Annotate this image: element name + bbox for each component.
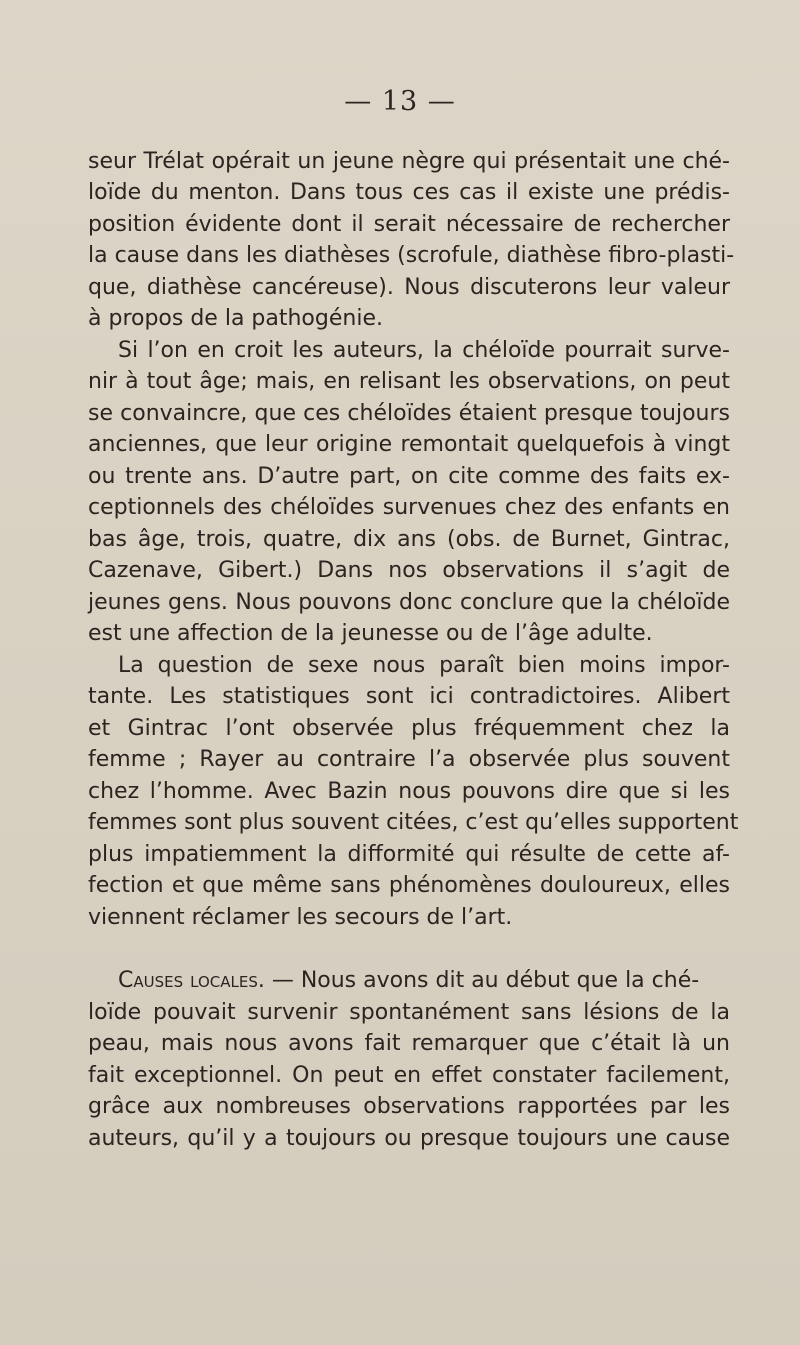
text-line: auteurs, qu’il y a toujours ou presque toujours une cause bbox=[88, 1126, 730, 1151]
text-line: viennent réclamer les secours de l’art. bbox=[88, 905, 513, 930]
text-line: La question de sexe nous paraît bien moins impor- bbox=[118, 653, 730, 678]
text-line: peau, mais nous avons fait remarquer que c’était là un bbox=[88, 1031, 730, 1056]
text-line: et Gintrac l’ont observée plus fréquemment chez la bbox=[88, 716, 730, 741]
text-line: Si l’on en croit les auteurs, la chéloïde pourrait surve- bbox=[118, 338, 730, 363]
text-line: ceptionnels des chéloïdes survenues chez des enfants en bbox=[88, 495, 730, 520]
text-line: loïde du menton. Dans tous ces cas il existe une prédis- bbox=[88, 180, 730, 205]
text-line: plus impatiemment la difformité qui résulte de cette af- bbox=[88, 842, 730, 867]
text-line: est une affection de la jeunesse ou de l’âge adulte. bbox=[88, 621, 653, 646]
section-first-line bbox=[118, 970, 730, 992]
text-line: Cazenave, Gibert.) Dans nos observations il s’agit de bbox=[88, 558, 730, 583]
section-line-lead: — Nous avons dit au début que la ché- bbox=[271, 968, 700, 993]
text-line: fait exceptionnel. On peut en effet constater facilement, bbox=[88, 1063, 730, 1088]
text-line: grâce aux nombreuses observations rapportées par les bbox=[88, 1094, 730, 1119]
text-line: la cause dans les diathèses (scrofule, diathèse fibro-plasti- bbox=[88, 243, 735, 268]
text-line: position évidente dont il serait nécessaire de rechercher bbox=[88, 212, 730, 237]
text-line: chez l’homme. Avec Bazin nous pouvons dire que si les bbox=[88, 779, 730, 804]
text-line: nir à tout âge; mais, en relisant les observations, on peut bbox=[88, 369, 730, 394]
text-line: seur Trélat opérait un jeune nègre qui présentait une ché- bbox=[88, 149, 730, 174]
section-heading: Causes locales. bbox=[118, 968, 265, 993]
text-line: que, diathèse cancéreuse). Nous discuterons leur valeur bbox=[88, 275, 730, 300]
text-line: jeunes gens. Nous pouvons donc conclure que la chéloïde bbox=[88, 590, 730, 615]
text-line: femmes sont plus souvent citées, c’est qu’elles supportent bbox=[88, 810, 739, 835]
text-line: loïde pouvait survenir spontanément sans lésions de la bbox=[88, 1000, 730, 1025]
text-line: femme ; Rayer au contraire l’a observée plus souvent bbox=[88, 747, 730, 772]
text-line: à propos de la pathogénie. bbox=[88, 306, 383, 331]
text-line: se convaincre, que ces chéloïdes étaient presque toujours bbox=[88, 401, 730, 426]
page-number: — 13 — bbox=[344, 86, 456, 117]
text-line: bas âge, trois, quatre, dix ans (obs. de Burnet, Gintrac, bbox=[88, 527, 730, 552]
text-line: fection et que même sans phénomènes douloureux, elles bbox=[88, 873, 730, 898]
text-line: anciennes, que leur origine remontait quelquefois à vingt bbox=[88, 432, 730, 457]
text-line: ou trente ans. D’autre part, on cite comme des faits ex- bbox=[88, 464, 730, 489]
text-line: tante. Les statistiques sont ici contradictoires. Alibert bbox=[88, 684, 730, 709]
